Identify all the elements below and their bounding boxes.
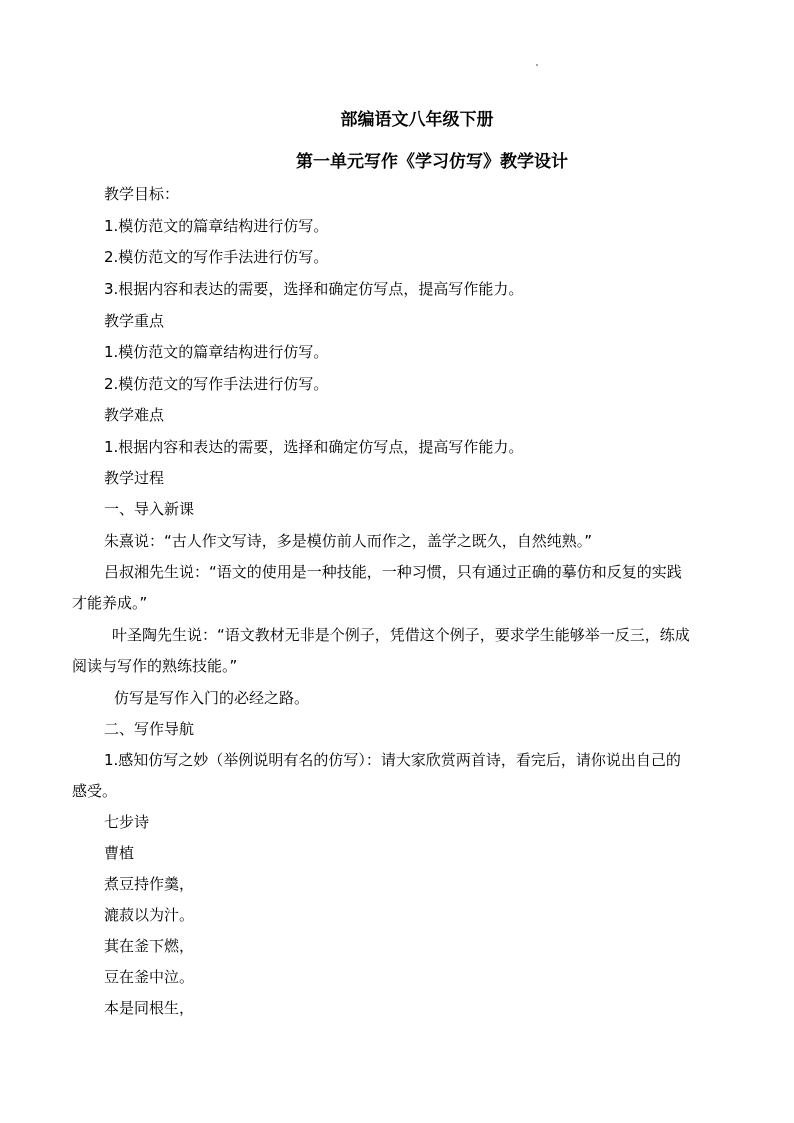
quote-ye-line-1: 叶圣陶先生说：“语文教材无非是个例子，凭借这个例子，要求学生能够举一反三，练成 — [112, 626, 690, 644]
process-heading: 教学过程 — [104, 469, 165, 487]
poem-line-5: 本是同根生， — [104, 999, 195, 1017]
poem-line-3: 萁在釜下燃， — [104, 937, 195, 955]
document-title: 部编语文八年级下册 — [340, 110, 494, 130]
imitation-note: 仿写是写作入门的必经之路。 — [114, 689, 310, 707]
key-point-2: 2.模仿范文的写作手法进行仿写。 — [104, 375, 329, 393]
section-heading-intro: 一、导入新课 — [104, 500, 195, 518]
key-point-1: 1.模仿范文的篇章结构进行仿写。 — [104, 343, 329, 361]
task-1-line-1: 1.感知仿写之妙（举例说明有名的仿写）：请大家欣赏两首诗，看完后，请你说出自己的 — [104, 751, 681, 769]
poem-line-2: 漉菽以为汁。 — [104, 906, 195, 924]
quote-lv-line-2: 才能养成。” — [72, 594, 148, 612]
key-points-heading: 教学重点 — [104, 312, 165, 330]
poem-line-4: 豆在釜中泣。 — [104, 968, 195, 986]
section-heading-guide: 二、写作导航 — [104, 720, 195, 738]
quote-ye-line-2: 阅读与写作的熟练技能。” — [72, 657, 238, 675]
poem-author: 曹植 — [104, 844, 135, 862]
goal-item-3: 3.根据内容和表达的需要，选择和确定仿写点，提高写作能力。 — [104, 280, 524, 298]
poem-line-1: 煮豆持作羹， — [104, 875, 195, 893]
difficulty-point-1: 1.根据内容和表达的需要，选择和确定仿写点，提高写作能力。 — [104, 438, 524, 456]
quote-zhuxi: 朱熹说：“古人作文写诗，多是模仿前人而作之，盖学之既久，自然纯熟。” — [104, 532, 593, 550]
quote-lv-line-1: 吕叔湘先生说：“语文的使用是一种技能，一种习惯，只有通过正确的摹仿和反复的实践 — [104, 563, 682, 581]
goals-heading: 教学目标： — [104, 185, 180, 203]
poem-title: 七步诗 — [104, 813, 150, 831]
corner-dot — [536, 64, 538, 66]
document-subtitle: 第一单元写作《学习仿写》教学设计 — [296, 152, 568, 172]
difficulty-heading: 教学难点 — [104, 406, 165, 424]
task-1-line-2: 感受。 — [72, 782, 118, 800]
goal-item-1: 1.模仿范文的篇章结构进行仿写。 — [104, 217, 329, 235]
goal-item-2: 2.模仿范文的写作手法进行仿写。 — [104, 248, 329, 266]
